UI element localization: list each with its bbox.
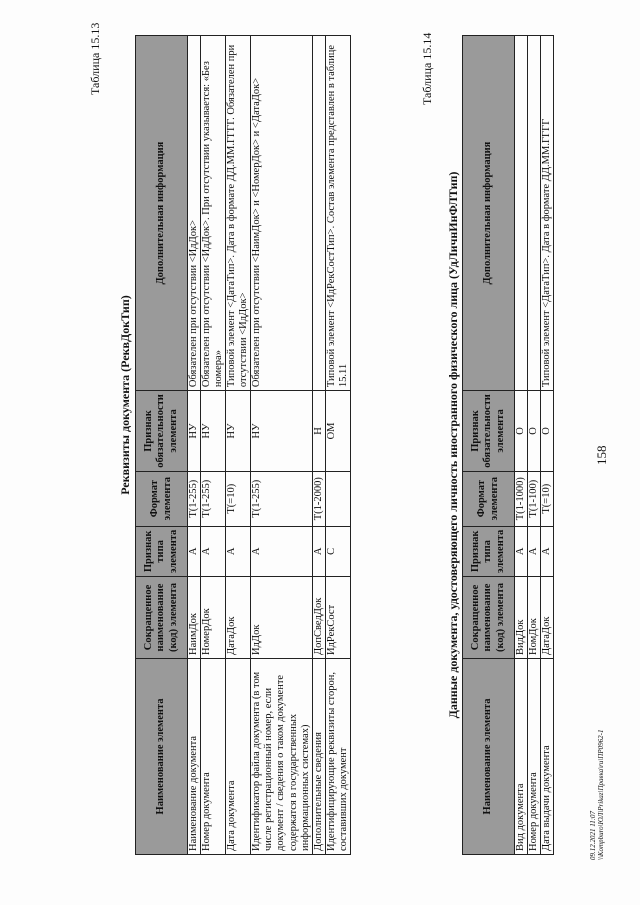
- table2: [462, 35, 554, 855]
- table-cell: Типовой элемент <ИдРекСостТип>. Состав элемента представлен в таблице 15.11: [325, 36, 350, 391]
- table-cell: Н: [312, 391, 325, 472]
- table-row: [251, 36, 312, 855]
- table-cell: Идентификатор файла документа (в том числе регистрационный номер, если документ / сведения о таком документе содержатся в государственных информационных системах): [251, 659, 312, 855]
- footer-stamp: [590, 730, 605, 860]
- table-cell: ДатаДок: [541, 577, 554, 659]
- table-cell: А: [515, 526, 528, 576]
- table-cell: А: [226, 526, 251, 576]
- table-cell: T(=10): [541, 471, 554, 526]
- table-cell: ДатаДок: [226, 577, 251, 659]
- table1: [135, 35, 351, 855]
- table-cell: О: [541, 391, 554, 472]
- table-cell: T(1-255): [251, 471, 312, 526]
- table-cell: НУ: [201, 391, 226, 472]
- table-cell: [325, 471, 350, 526]
- table-cell: О: [528, 391, 541, 472]
- table-cell: Вид документа: [515, 659, 528, 855]
- table2-header-cell: Признак типа элемента: [463, 526, 515, 576]
- table-cell: А: [188, 526, 201, 576]
- table-cell: T(1-100): [528, 471, 541, 526]
- table1-header-cell: Сокращенное наименование (код) элемента: [136, 577, 188, 659]
- table-cell: Дополнительные сведения: [312, 659, 325, 855]
- table-row: [541, 36, 554, 855]
- table-row: [515, 36, 528, 855]
- table2-header-cell: Наименование элемента: [463, 659, 515, 855]
- table2-label: Таблица 15.14: [420, 32, 434, 105]
- table-cell: Типовой элемент <ДатаТип>. Дата в формате ДД.ММ.ГГГГ. Обязателен при отсутствии <ИдДок>: [226, 36, 251, 391]
- table-cell: Обязателен при отсутствии <ИдДок>. При отсутствии указывается: «Без номера»: [201, 36, 226, 391]
- table-cell: Наименование документа: [188, 659, 201, 855]
- table1-label: Таблица 15.13: [88, 22, 102, 95]
- table-cell: Номер документа: [201, 659, 226, 855]
- table-cell: Дата документа: [226, 659, 251, 855]
- table-cell: НомДок: [528, 577, 541, 659]
- table-cell: ИдРекСост: [325, 577, 350, 659]
- table2-header-row: [463, 36, 515, 855]
- table-cell: ИдДок: [251, 577, 312, 659]
- table1-header-cell: Формат элемента: [136, 471, 188, 526]
- table-row: [528, 36, 541, 855]
- table-cell: Обязателен при отсутствии <НаимДок> и <НомерДок> и <ДатаДок>: [251, 36, 312, 391]
- table-cell: [312, 36, 325, 391]
- table-cell: НомерДок: [201, 577, 226, 659]
- table-cell: T(=10): [226, 471, 251, 526]
- table1-header-cell: Признак обязательности элемента: [136, 391, 188, 472]
- table-cell: НУ: [188, 391, 201, 472]
- table-cell: О: [515, 391, 528, 472]
- table-cell: А: [312, 526, 325, 576]
- table2-header-cell: Формат элемента: [463, 471, 515, 526]
- table-cell: T(1-2000): [312, 471, 325, 526]
- page-number: 158: [594, 445, 609, 465]
- table2-header-cell: Признак обязательности элемента: [463, 391, 515, 472]
- table1-header-cell: Признак типа элемента: [136, 526, 188, 576]
- table-cell: Обязателен при отсутствии <ИдДок>: [188, 36, 201, 391]
- table-cell: ОМ: [325, 391, 350, 472]
- table-cell: T(1-255): [201, 471, 226, 526]
- table2-header-cell: Дополнительная информация: [463, 36, 515, 391]
- table-cell: ВидДок: [515, 577, 528, 659]
- table-cell: Идентифицирующие реквизиты сторон, составивших документ: [325, 659, 350, 855]
- table-row: [226, 36, 251, 855]
- table-row: [188, 36, 201, 855]
- table-cell: НаимДок: [188, 577, 201, 659]
- table-cell: [528, 36, 541, 391]
- table-cell: ДопСведДок: [312, 577, 325, 659]
- table-cell: Типовой элемент <ДатаТип>. Дата в формате ДД.ММ.ГГГГ: [541, 36, 554, 391]
- table2-title: Данные документа, удостоверяющего личность иностранного физического лица (УдЛичнИнФЛТип): [446, 171, 460, 719]
- footer-line: \\Kompburo\ЮЛ\Prikaz\Правка\ru\ПР0962-1: [596, 729, 605, 860]
- table-row: [201, 36, 226, 855]
- table2-header-cell: Сокращенное наименование (код) элемента: [463, 577, 515, 659]
- table-row: [312, 36, 325, 855]
- table1-header-row: [136, 36, 188, 855]
- table-cell: НУ: [251, 391, 312, 472]
- table-cell: T(1-255): [188, 471, 201, 526]
- table1-header-cell: Дополнительная информация: [136, 36, 188, 391]
- table-cell: С: [325, 526, 350, 576]
- table-cell: Дата выдачи документа: [541, 659, 554, 855]
- table-cell: А: [528, 526, 541, 576]
- table-cell: А: [201, 526, 226, 576]
- table-cell: А: [251, 526, 312, 576]
- table1-title: Реквизиты документа (РеквДокТип): [118, 295, 132, 495]
- table-cell: T(1-1000): [515, 471, 528, 526]
- table-cell: А: [541, 526, 554, 576]
- table1-header-cell: Наименование элемента: [136, 659, 188, 855]
- table-row: [325, 36, 350, 855]
- table-cell: НУ: [226, 391, 251, 472]
- table-cell: Номер документа: [528, 659, 541, 855]
- table-cell: [515, 36, 528, 391]
- footer-line: 09.12.2021 11:07: [589, 810, 597, 860]
